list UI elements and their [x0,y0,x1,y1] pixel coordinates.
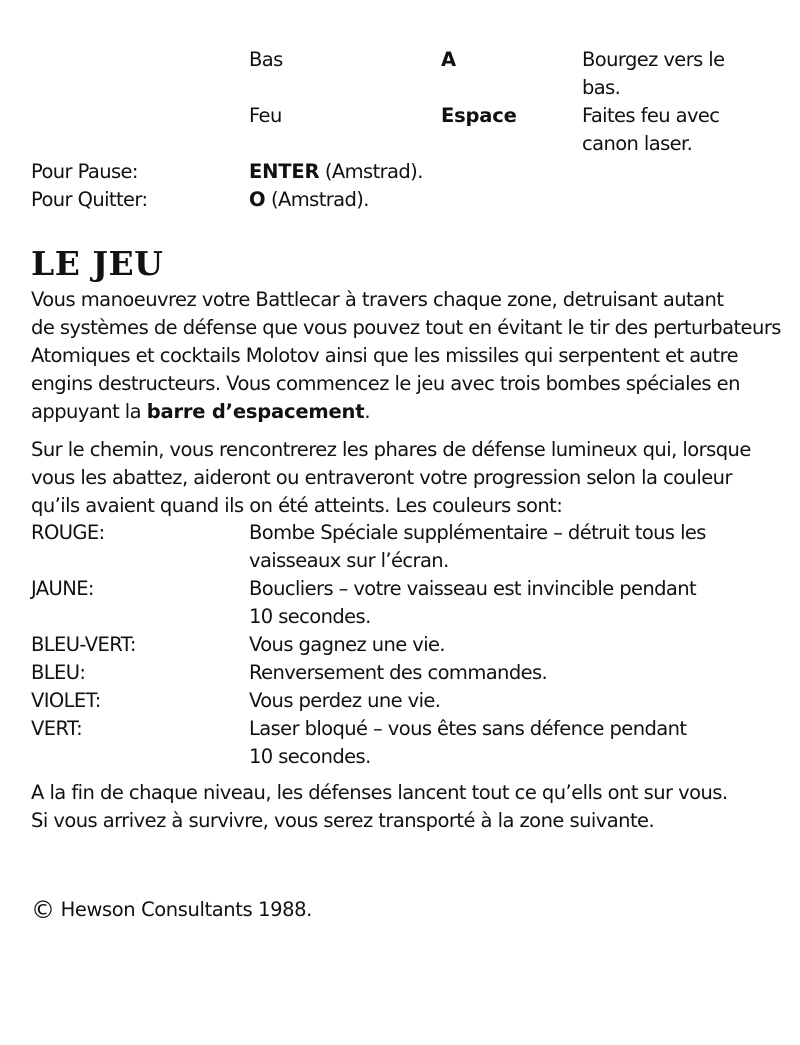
beacons-line: vous les abattez, aideront ou entraveront votre progression selon la couleur [31,466,732,489]
control-key-fire: Espace [441,104,517,127]
intro-line: de systèmes de défense que vous pouvez tout en évitant le tir des perturbateurs [31,316,781,339]
pause-label: Pour Pause: [31,160,138,183]
pause-value [249,158,423,186]
control-desc-fire-line2: canon laser. [582,132,693,155]
control-desc-fire-line1: Faites feu avec [582,104,720,127]
intro-last-prefix: appuyant la [31,400,142,423]
color-effect-cyan: Vous gagnez une vie. [249,633,446,656]
quit-key: O [249,188,266,211]
color-name-green: VERT: [31,717,83,740]
ending-paragraph [31,779,728,835]
color-effect-green-line1: Laser bloqué – vous êtes sans défence pendant [249,717,687,740]
control-desc-down-line2: bas. [582,76,621,99]
pause-note: (Amstrad). [324,160,423,183]
spacebar-emphasis: barre d’espacement [146,400,365,423]
beacons-paragraph [31,436,751,520]
quit-note: (Amstrad). [271,188,369,211]
beacons-line: qu’ils avaient quand ils on été atteints. Les couleurs sont: [31,494,563,517]
copyright-text: Hewson Consultants 1988. [60,898,312,921]
color-name-violet: VIOLET: [31,689,101,712]
intro-line: Atomiques et cocktails Molotov ainsi que les missiles qui serpentent et autre [31,344,739,367]
copyright-icon: © [31,896,55,924]
control-action-down: Bas [249,48,283,71]
color-effect-red-line2: vaisseaux sur l’écran. [249,549,449,572]
quit-label: Pour Quitter: [31,188,148,211]
intro-paragraph [31,286,781,426]
beacons-line: Sur le chemin, vous rencontrerez les phares de défense lumineux qui, lorsque [31,438,751,461]
color-effect-green-line2: 10 secondes. [249,745,371,768]
color-effect-blue: Renversement des commandes. [249,661,548,684]
control-desc-down-line1: Bourgez vers le [582,48,725,71]
section-heading: LE JEU [31,244,164,283]
color-effect-violet: Vous perdez une vie. [249,689,441,712]
color-name-cyan: BLEU-VERT: [31,633,136,656]
color-effect-yellow-line2: 10 secondes. [249,605,371,628]
intro-line: engins destructeurs. Vous commencez le jeu avec trois bombes spéciales en [31,372,740,395]
control-key-down: A [441,48,456,71]
intro-line-last [31,398,781,426]
control-action-fire: Feu [249,104,282,127]
color-effect-yellow-line1: Boucliers – votre vaisseau est invincible pendant [249,577,697,600]
color-name-red: ROUGE: [31,521,105,544]
color-name-blue: BLEU: [31,661,86,684]
color-name-yellow: JAUNE: [31,577,94,600]
pause-key: ENTER [249,160,320,183]
ending-line: Si vous arrivez à survivre, vous serez transporté à la zone suivante. [31,809,655,832]
intro-line: Vous manoeuvrez votre Battlecar à travers chaque zone, detruisant autant [31,288,724,311]
color-effect-red-line1: Bombe Spéciale supplémentaire – détruit tous les [249,521,706,544]
intro-last-suffix: . [364,400,371,423]
quit-value [249,186,369,214]
copyright-notice [31,896,312,924]
ending-line: A la fin de chaque niveau, les défenses lancent tout ce qu’ells ont sur vous. [31,781,728,804]
